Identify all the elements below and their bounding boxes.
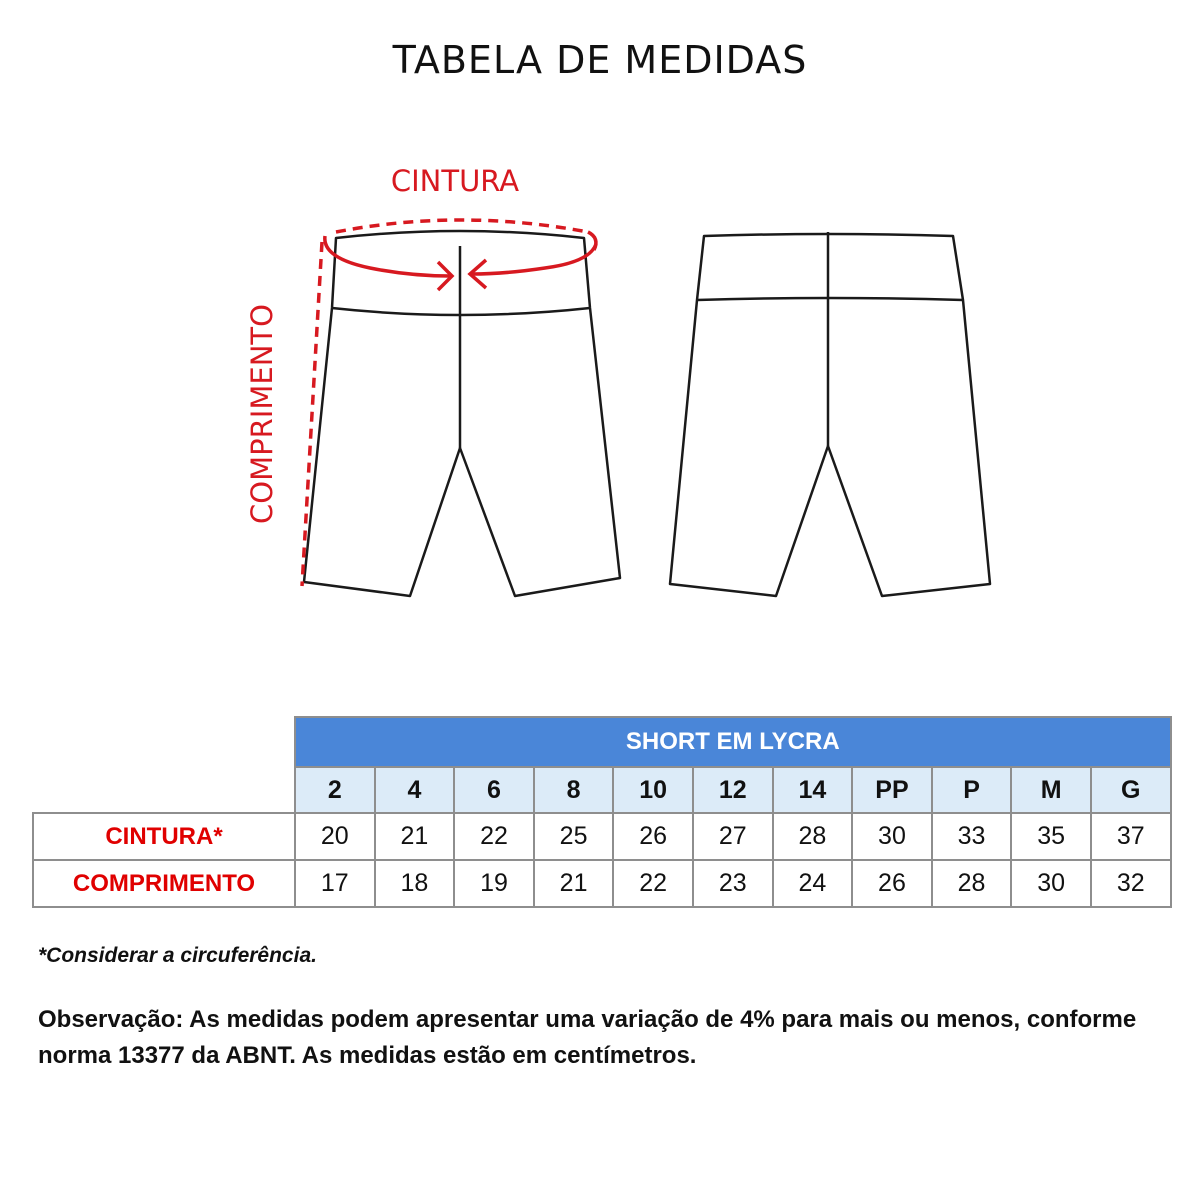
- size-header-cell: G: [1091, 767, 1171, 813]
- table-cell: 24: [773, 860, 853, 907]
- table-cell: 27: [693, 813, 773, 860]
- table-cell: 35: [1011, 813, 1091, 860]
- size-header-cell: 10: [613, 767, 693, 813]
- size-header-cell: 12: [693, 767, 773, 813]
- table-cell: 22: [613, 860, 693, 907]
- table-cell: 28: [932, 860, 1012, 907]
- page-title: TABELA DE MEDIDAS: [392, 38, 808, 82]
- table-cell: 18: [375, 860, 455, 907]
- size-header-cell: 2: [295, 767, 375, 813]
- table-cell: 25: [534, 813, 614, 860]
- table-cell: 32: [1091, 860, 1171, 907]
- table-cell: 30: [852, 813, 932, 860]
- table-cell: 33: [932, 813, 1012, 860]
- length-label: COMPRIMENTO: [245, 304, 279, 524]
- footnote: *Considerar a circuferência.: [38, 944, 317, 967]
- row-label-waist: CINTURA*: [33, 813, 295, 860]
- waist-label: CINTURA: [390, 164, 520, 198]
- size-header-cell: 8: [534, 767, 614, 813]
- table-cell: 23: [693, 860, 773, 907]
- size-header-row: [33, 767, 1171, 813]
- length-measure-indicator: [302, 242, 322, 586]
- table-cell: 26: [852, 860, 932, 907]
- table-cell: 37: [1091, 813, 1171, 860]
- table-cell: 30: [1011, 860, 1091, 907]
- size-table: [32, 716, 1172, 908]
- shorts-front-drawing: [304, 231, 620, 596]
- table-corner-blank: [33, 767, 295, 813]
- table-row-waist: [33, 813, 1171, 860]
- table-cell: 19: [454, 860, 534, 907]
- table-cell: 22: [454, 813, 534, 860]
- table-cell: 21: [375, 813, 455, 860]
- table-cell: 20: [295, 813, 375, 860]
- size-header-cell: 14: [773, 767, 853, 813]
- size-header-cell: 6: [454, 767, 534, 813]
- size-header-cell: P: [932, 767, 1012, 813]
- row-label-length: COMPRIMENTO: [33, 860, 295, 907]
- table-cell: 17: [295, 860, 375, 907]
- table-title-row: [33, 717, 1171, 767]
- size-header-cell: PP: [852, 767, 932, 813]
- size-header-cell: M: [1011, 767, 1091, 813]
- table-cell: 26: [613, 813, 693, 860]
- observation-note: Observação: As medidas podem apresentar uma variação de 4% para mais ou menos, conforme norma 13377 da ABNT. As medidas estão em centímetros.: [38, 1006, 1137, 1069]
- table-corner-blank: [33, 717, 295, 767]
- table-cell: 21: [534, 860, 614, 907]
- table-cell: 28: [773, 813, 853, 860]
- table-row-length: [33, 860, 1171, 907]
- shorts-back-drawing: [670, 232, 990, 596]
- table-title: SHORT EM LYCRA: [295, 717, 1171, 767]
- size-header-cell: 4: [375, 767, 455, 813]
